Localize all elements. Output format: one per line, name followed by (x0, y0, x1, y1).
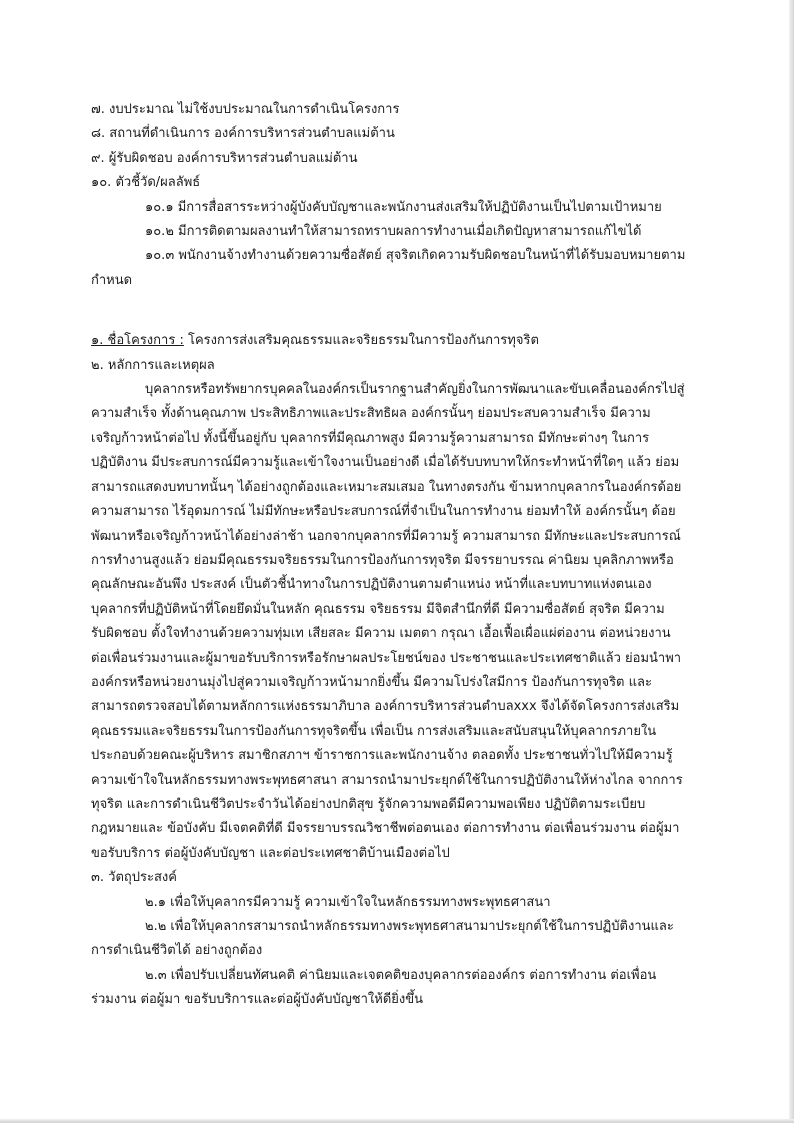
rationale-heading: ๒. หลักการและเหตุผล (91, 357, 215, 373)
paragraph-line: ความเข้าใจในหลักธรรมทางพระพุทธศาสนา สามารถนำมาประยุกต์ใช้ในการปฏิบัติงานให้ห่างไกล จากการ (91, 772, 683, 788)
indicator-item: ๑๐.๒ มีการติดตามผลงานทำให้สามารถทราบผลการทำงานเมื่อเกิดปัญหาสามารถแก้ไขได้ (145, 224, 642, 240)
rationale-paragraph (91, 378, 709, 866)
location-line: ๘. สถานที่ดำเนินการ องค์การบริหารส่วนตำบลแม่ต้าน (91, 126, 395, 142)
objective-item-1: ๒.๑ เพื่อให้บุคลากรมีความรู้ ความเข้าใจในหลักธรรมทางพระพุทธศาสนา (145, 894, 551, 910)
indicator-item-3-line-1: ๑๐.๓ พนักงานจ้างทำงานด้วยความซื่อสัตย์ สุจริตเกิดความรับผิดชอบในหน้าที่ได้รับมอบหมายตาม (145, 248, 686, 264)
objective-item-3-line-1: ๒.๓ เพื่อปรับเปลี่ยนทัศนคติ ค่านิยมและเจตคติของบุคลากรต่อองค์กร ต่อการทำงาน ต่อเพื่อน (145, 967, 657, 983)
document-body (91, 98, 709, 1013)
indicator-item-3-line-2: กำหนด (91, 272, 133, 288)
paragraph-line: การทำงานสูงแล้ว ย่อมมีคุณธรรมจริยธรรมในการป้องกันการทุจริต มีจรรยาบรรณ ค่านิยม บุคลิกภาพหรือ (91, 552, 674, 568)
objective-item-2-line-2: การดำเนินชีวิตได้ อย่างถูกต้อง (91, 943, 263, 959)
paragraph-line: กฎหมายและ ข้อบังคับ มีเจตคติที่ดี มีจรรยาบรรณวิชาชีพต่อตนเอง ต่อการทำงาน ต่อเพื่อนร่วมงาน ต่อผู้มา (91, 821, 680, 837)
paragraph-line: องค์กรหรือหน่วยงานมุ่งไปสู่ความเจริญก้าวหน้ามากยิ่งขึ้น มีความโปร่งใสมีการ ป้องกันการทุจริต และ (91, 674, 652, 690)
project-name-line (91, 329, 709, 353)
paragraph-line: คุณธรรมและจริยธรรมในการป้องกันการทุจริตขึ้น เพื่อเป็น การส่งเสริมและสนับสนุนให้บุคลากรภายใน (91, 723, 657, 739)
paragraph-line: ความสำเร็จ ทั้งด้านคุณภาพ ประสิทธิภาพและประสิทธิผล องค์กรนั้นๆ ย่อมประสบความสำเร็จ มีความ (91, 406, 651, 422)
paragraph-line: เจริญก้าวหน้าต่อไป ทั้งนี้ขึ้นอยู่กับ บุคลากรที่มีคุณภาพสูง มีความรู้ความสามารถ มีทักษะต่างๆ ในการ (91, 430, 650, 446)
paragraph-line: ทุจริต และการดำเนินชีวิตประจำวันได้อย่างปกติสุข รู้จักความพอดีมีความพอเพียง ปฏิบัติตามระเบียบ (91, 796, 646, 812)
paragraph-line: คุณลักษณะอันพึง ประสงค์ เป็นตัวชี้นำทางในการปฏิบัติงานตามตำแหน่ง หน้าที่และบทบาทแห่งตนเอง (91, 577, 652, 593)
section-gap (91, 293, 709, 329)
page-edge-shadow-bottom (0, 1119, 794, 1123)
paragraph-line: บุคลากรหรือทรัพยากรบุคคลในองค์กรเป็นรากฐานสำคัญยิ่งในการพัฒนาและขับเคลื่อนองค์กรไปสู่ (145, 382, 685, 398)
paragraph-line: ปฏิบัติงาน มีประสบการณ์มีความรู้และเข้าใจงานเป็นอย่างดี เมื่อได้รับบทบาทให้กระทำหน้าที่ใดๆ แล้ว ย่อม (91, 455, 680, 471)
objectives-heading: ๓. วัตถุประสงค์ (91, 870, 177, 886)
responsible-line: ๙. ผู้รับผิดชอบ องค์การบริหารส่วนตำบลแม่ต้าน (91, 150, 358, 166)
paragraph-line: ประกอบด้วยคณะผู้บริหาร สมาชิกสภาฯ ข้าราชการและพนักงานจ้าง ตลอดทั้ง ประชาชนทั่วไปให้มีความรู้ (91, 748, 673, 764)
paragraph-line: สามารถตรวจสอบได้ตามหลักการแห่งธรรมาภิบาล องค์การบริหารส่วนตำบลxxx จึงได้จัดโครงการส่งเสริม (91, 699, 680, 715)
paragraph-line: รับผิดชอบ ตั้งใจทำงานด้วยความทุ่มเท เสียสละ มีความ เมตตา กรุณา เอื้อเฟื้อเผื่อแผ่ต่องาน ต่อหน่วยงาน (91, 626, 671, 642)
indicator-item: ๑๐.๑ มีการสื่อสารระหว่างผู้บังคับบัญชาและพนักงานส่งเสริมให้ปฏิบัติงานเป็นไปตามเป้าหมาย (145, 199, 662, 215)
paragraph-line: ขอรับบริการ ต่อผู้บังคับบัญชา และต่อประเทศชาติบ้านเมืองต่อไป (91, 845, 450, 861)
budget-line: ๗. งบประมาณ ไม่ใช้งบประมาณในการดำเนินโครงการ (91, 102, 400, 117)
paragraph-line: พัฒนาหรือเจริญก้าวหน้าได้อย่างล่าช้า นอกจากบุคลากรที่มีความรู้ ความสามารถ มีทักษะและประสบการณ์ (91, 528, 681, 544)
paragraph-line: สามารถแสดงบทบาทนั้นๆ ได้อย่างถูกต้องและเหมาะสมเสมอ ในทางตรงกัน ข้ามหากบุคลากรในองค์กรด้อย (91, 479, 682, 495)
project-name-value: โครงการส่งเสริมคุณธรรมและจริยธรรมในการป้องกันการทุจริต (183, 333, 539, 349)
paragraph-line: บุคลากรที่ปฏิบัติหน้าที่โดยยึดมั่นในหลัก คุณธรรม จริยธรรม มีจิตสำนึกที่ดี มีความซื่อสัตย์ สุจริต มีความ (91, 601, 665, 617)
objective-item-3-line-2: ร่วมงาน ต่อผู้มา ขอรับบริการและต่อผู้บังคับบัญชาให้ดียิ่งขึ้น (91, 992, 423, 1008)
indicators-heading: ๑๐. ตัวชี้วัด/ผลลัพธ์ (91, 175, 201, 191)
paragraph-line: ความสามารถ ไร้อุดมการณ์ ไม่มีทักษะหรือประสบการณ์ที่จำเป็นในการทำงาน ย่อมทำให้ องค์กรนั้นๆ ด้อย (91, 504, 676, 520)
paragraph-line: ต่อเพื่อนร่วมงานและผู้มาขอรับบริการหรือรักษาผลประโยชน์ของ ประชาชนและประเทศชาติแล้ว ย่อมนำพา (91, 650, 682, 666)
project-name-label: ๑. ชื่อโครงการ : (91, 333, 184, 349)
page-edge-shadow-right (789, 0, 794, 1123)
objective-item-2-line-1: ๒.๒ เพื่อให้บุคลากรสามารถนำหลักธรรมทางพระพุทธศาสนามาประยุกต์ใช้ในการปฏิบัติงานและ (145, 919, 674, 934)
